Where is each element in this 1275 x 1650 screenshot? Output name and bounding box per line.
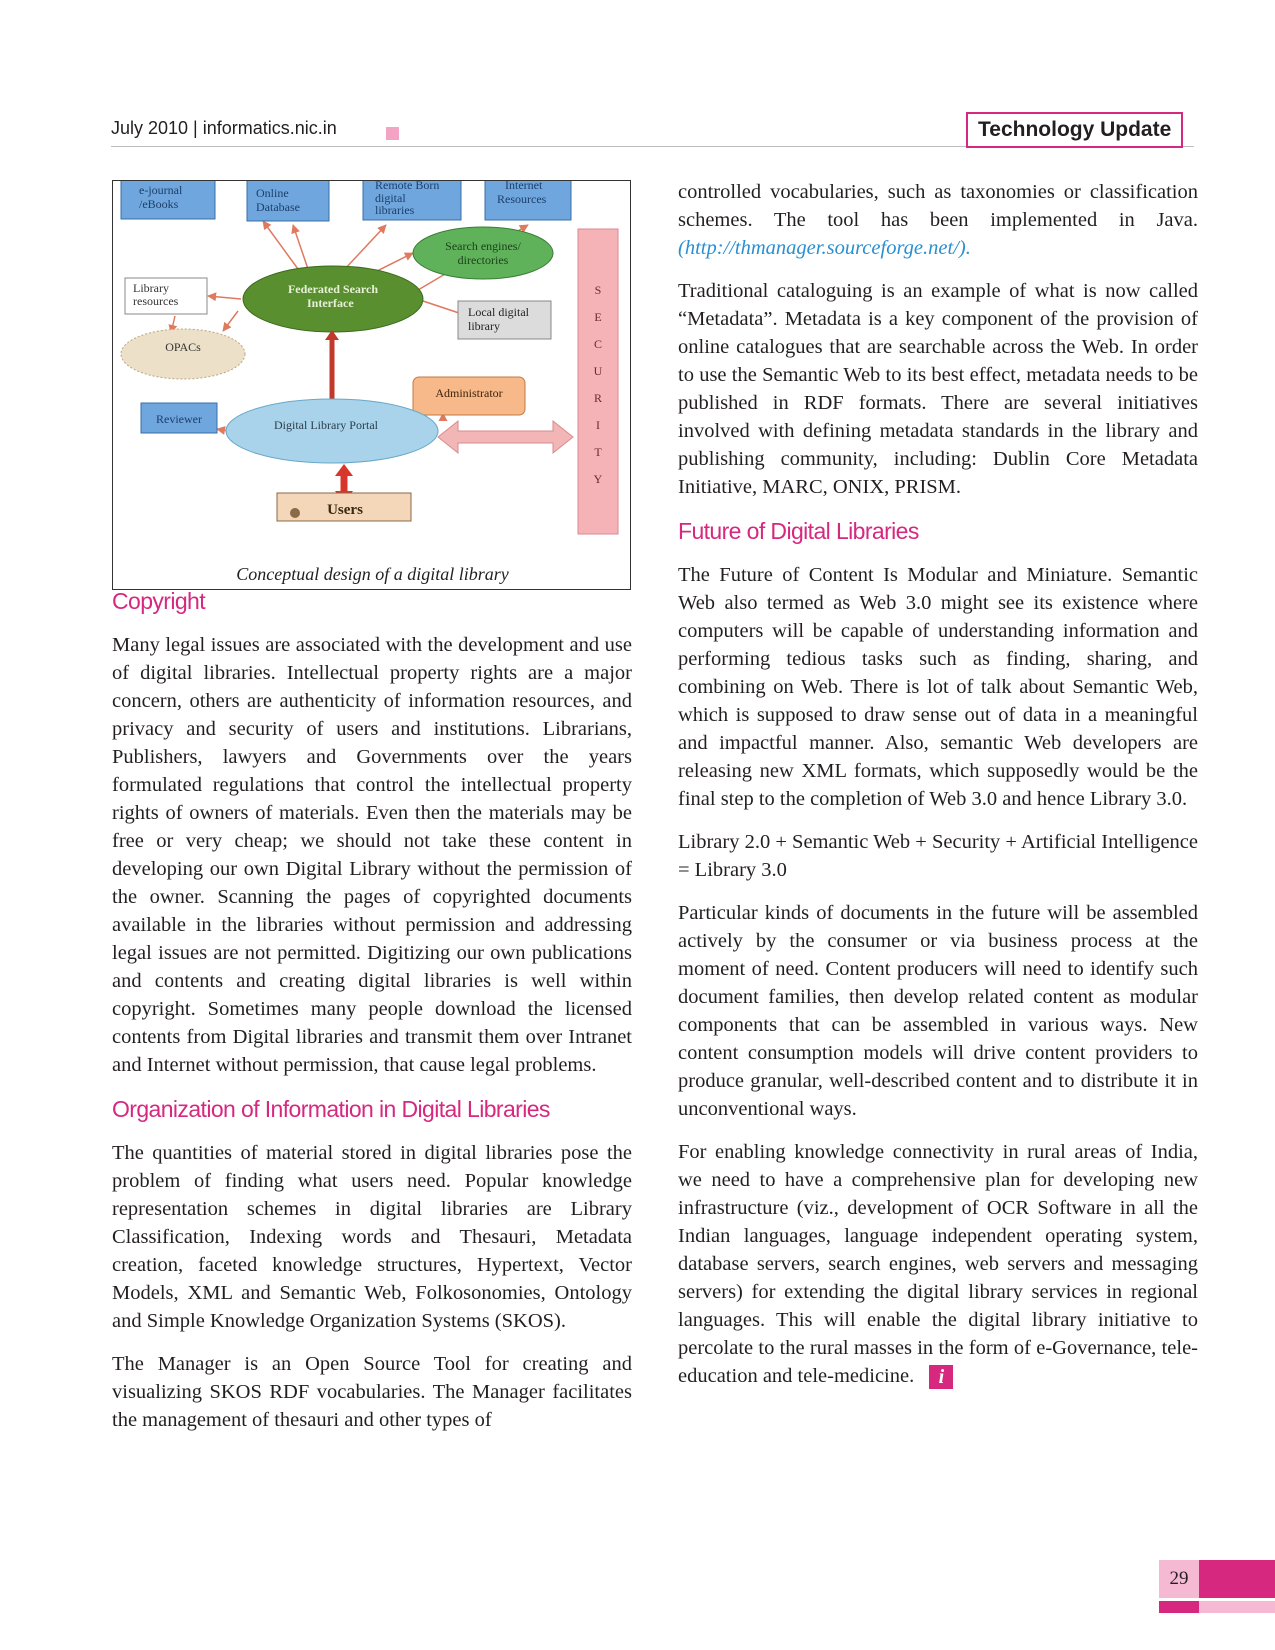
future-heading: Future of Digital Libraries <box>678 518 919 544</box>
node-ejournal-line2: /eBooks <box>139 197 179 211</box>
node-federated-line2: Interface <box>307 296 354 310</box>
node-search-engines-line1: Search engines/ <box>445 239 521 253</box>
copyright-paragraph: Many legal issues are associated with the development and use of digital libraries. Intellectual property rights are a major concern, others are authenticity of information resources, and privacy and security of users and institutions. Librarians, Publishers, lawyers and Governments over the years formulated regulations that control the intellectual property rights of owners of materials. Even then the materials may be free or very cheap; we should not take these content in developing our own Digital Library without the permission of the owner. Scanning the pages of copyrighted documents available in the libraries without permission and addressing legal issues are not permitted. Digitizing our own publications and contents and creating digital libraries is well within copyright. Sometimes many people download the licensed contents from Digital libraries and transmit them over Intranet and Internet without permission, that cause legal problems. <box>112 634 632 1076</box>
node-local-line2: library <box>468 319 500 333</box>
security-letter-i: I <box>596 418 600 432</box>
node-local-line1: Local digital <box>468 305 529 319</box>
future-paragraph-1: The Future of Content Is Modular and Miniature. Semantic Web also termed as Web 3.0 might see its existence where computers will be capable of understanding information and performing tedious tasks such as finding, sharing, and combining on Web. There is lot of talk about Semantic Web, which is supposed to draw sense out of data in a meaningful and impactful manner. Also, semantic Web developers are releasing new XML formats, which supposedly would be the final step to the completion of Web 3.0 and hence Library 3.0. <box>678 564 1198 810</box>
node-federated-line1: Federated Search <box>287 282 379 296</box>
node-remote-line1: Remote Born <box>375 181 440 192</box>
node-internet-line1: Internet <box>505 181 543 192</box>
library-equation: Library 2.0 + Semantic Web + Security + Artificial Intelligence = Library 3.0 <box>678 831 1198 881</box>
node-remote-line3: libraries <box>375 203 415 217</box>
security-letter-e: E <box>594 310 602 324</box>
node-online-db-line1: Online <box>256 186 289 200</box>
continuation-text: controlled vocabularies, such as taxonomies or classification schemes. The tool has been implemented in Java. <box>678 181 1198 231</box>
security-bar <box>578 229 618 534</box>
footer-accent-strip-dark <box>1159 1601 1199 1613</box>
footer-accent-block <box>1199 1560 1275 1598</box>
security-letter-u: U <box>593 364 603 378</box>
thmanager-link[interactable]: (http://thmanager.sourceforge.net/). <box>678 237 971 259</box>
security-letter-s: S <box>594 283 602 297</box>
footer-accent-strip-light <box>1199 1601 1275 1613</box>
node-ejournal-line1: e-journal <box>139 183 183 197</box>
left-column <box>112 586 632 1449</box>
security-letter-c: C <box>593 337 603 351</box>
organization-heading: Organization of Information in Digital Libraries <box>112 1096 550 1122</box>
figure-caption: Conceptual design of a digital library <box>236 564 509 584</box>
node-internet-line2: Resources <box>497 192 547 206</box>
node-remote-line2: digital <box>375 191 406 205</box>
copyright-heading: Copyright <box>112 588 206 614</box>
node-users: Users <box>327 502 363 518</box>
continuation-paragraph <box>678 178 1198 262</box>
page-number: 29 <box>1159 1560 1199 1598</box>
node-administrator: Administrator <box>435 386 503 400</box>
future-paragraph-3: Particular kinds of documents in the future will be assembled actively by the consumer or via business process at the moment of need. Content producers will need to identify such document families, then develop related content as modular components that can be assembled in various ways. New content consumption models will drive content providers to produce granular, well-described content and to distribute it in unconventional ways. <box>678 902 1198 1120</box>
node-library-resources-line1: Library <box>133 281 169 295</box>
security-letter-y: Y <box>593 472 603 486</box>
security-letter-r: R <box>593 391 603 405</box>
node-online-db-line2: Database <box>256 200 300 214</box>
header-square-ornament <box>386 127 399 140</box>
node-library-resources-line2: resources <box>133 294 179 308</box>
node-portal: Digital Library Portal <box>274 418 378 432</box>
node-search-engines-line2: directories <box>457 253 509 267</box>
node-opacs: OPACs <box>165 340 201 354</box>
end-info-icon: i <box>929 1365 953 1389</box>
future-paragraph-4-text: For enabling knowledge connectivity in rural areas of India, we need to have a comprehensive plan for developing new infrastructure (viz., development of OCR Software in all the Indian languages, language independent operating system, database servers, search engines, web servers and messaging servers) for extending the digital library services in regional languages. This will enable the digital library initiative to percolate to the rural masses in the form of e-Governance, tele-education and tele-medicine. <box>678 1141 1198 1387</box>
future-paragraph-4 <box>678 1138 1198 1390</box>
header-publication-date: July 2010 | informatics.nic.in <box>111 118 337 138</box>
digital-library-diagram <box>112 180 631 590</box>
manager-paragraph: The Manager is an Open Source Tool for creating and visualizing SKOS RDF vocabularies. The Manager facilitates the management of thesauri and other types of <box>112 1353 632 1431</box>
node-reviewer: Reviewer <box>156 412 202 426</box>
security-letter-t: T <box>594 445 602 459</box>
metadata-paragraph: Traditional cataloguing is an example of what is now called “Metadata”. Metadata is a key component of the provision of online catalogues that are searchable across the Web. In order to use the Semantic Web to its best effect, metadata needs to be published in RDF formats. There are several initiatives involved with defining metadata standards in the library and publishing community, including: Dublin Core Metadata Initiative, MARC, ONIX, PRISM. <box>678 280 1198 498</box>
section-badge: Technology Update <box>966 112 1183 148</box>
right-column <box>678 178 1198 1405</box>
organization-paragraph: The quantities of material stored in digital libraries pose the problem of finding what users need. Popular knowledge representation schemes in digital libraries are Library Classification, Indexing words and Thesauri, Metadata creation, faceted knowledge structures, Hypertext, Vector Models, XML and Semantic Web, Folkosonomies, Ontology and Simple Knowledge Organization Systems (SKOS). <box>112 1142 632 1332</box>
